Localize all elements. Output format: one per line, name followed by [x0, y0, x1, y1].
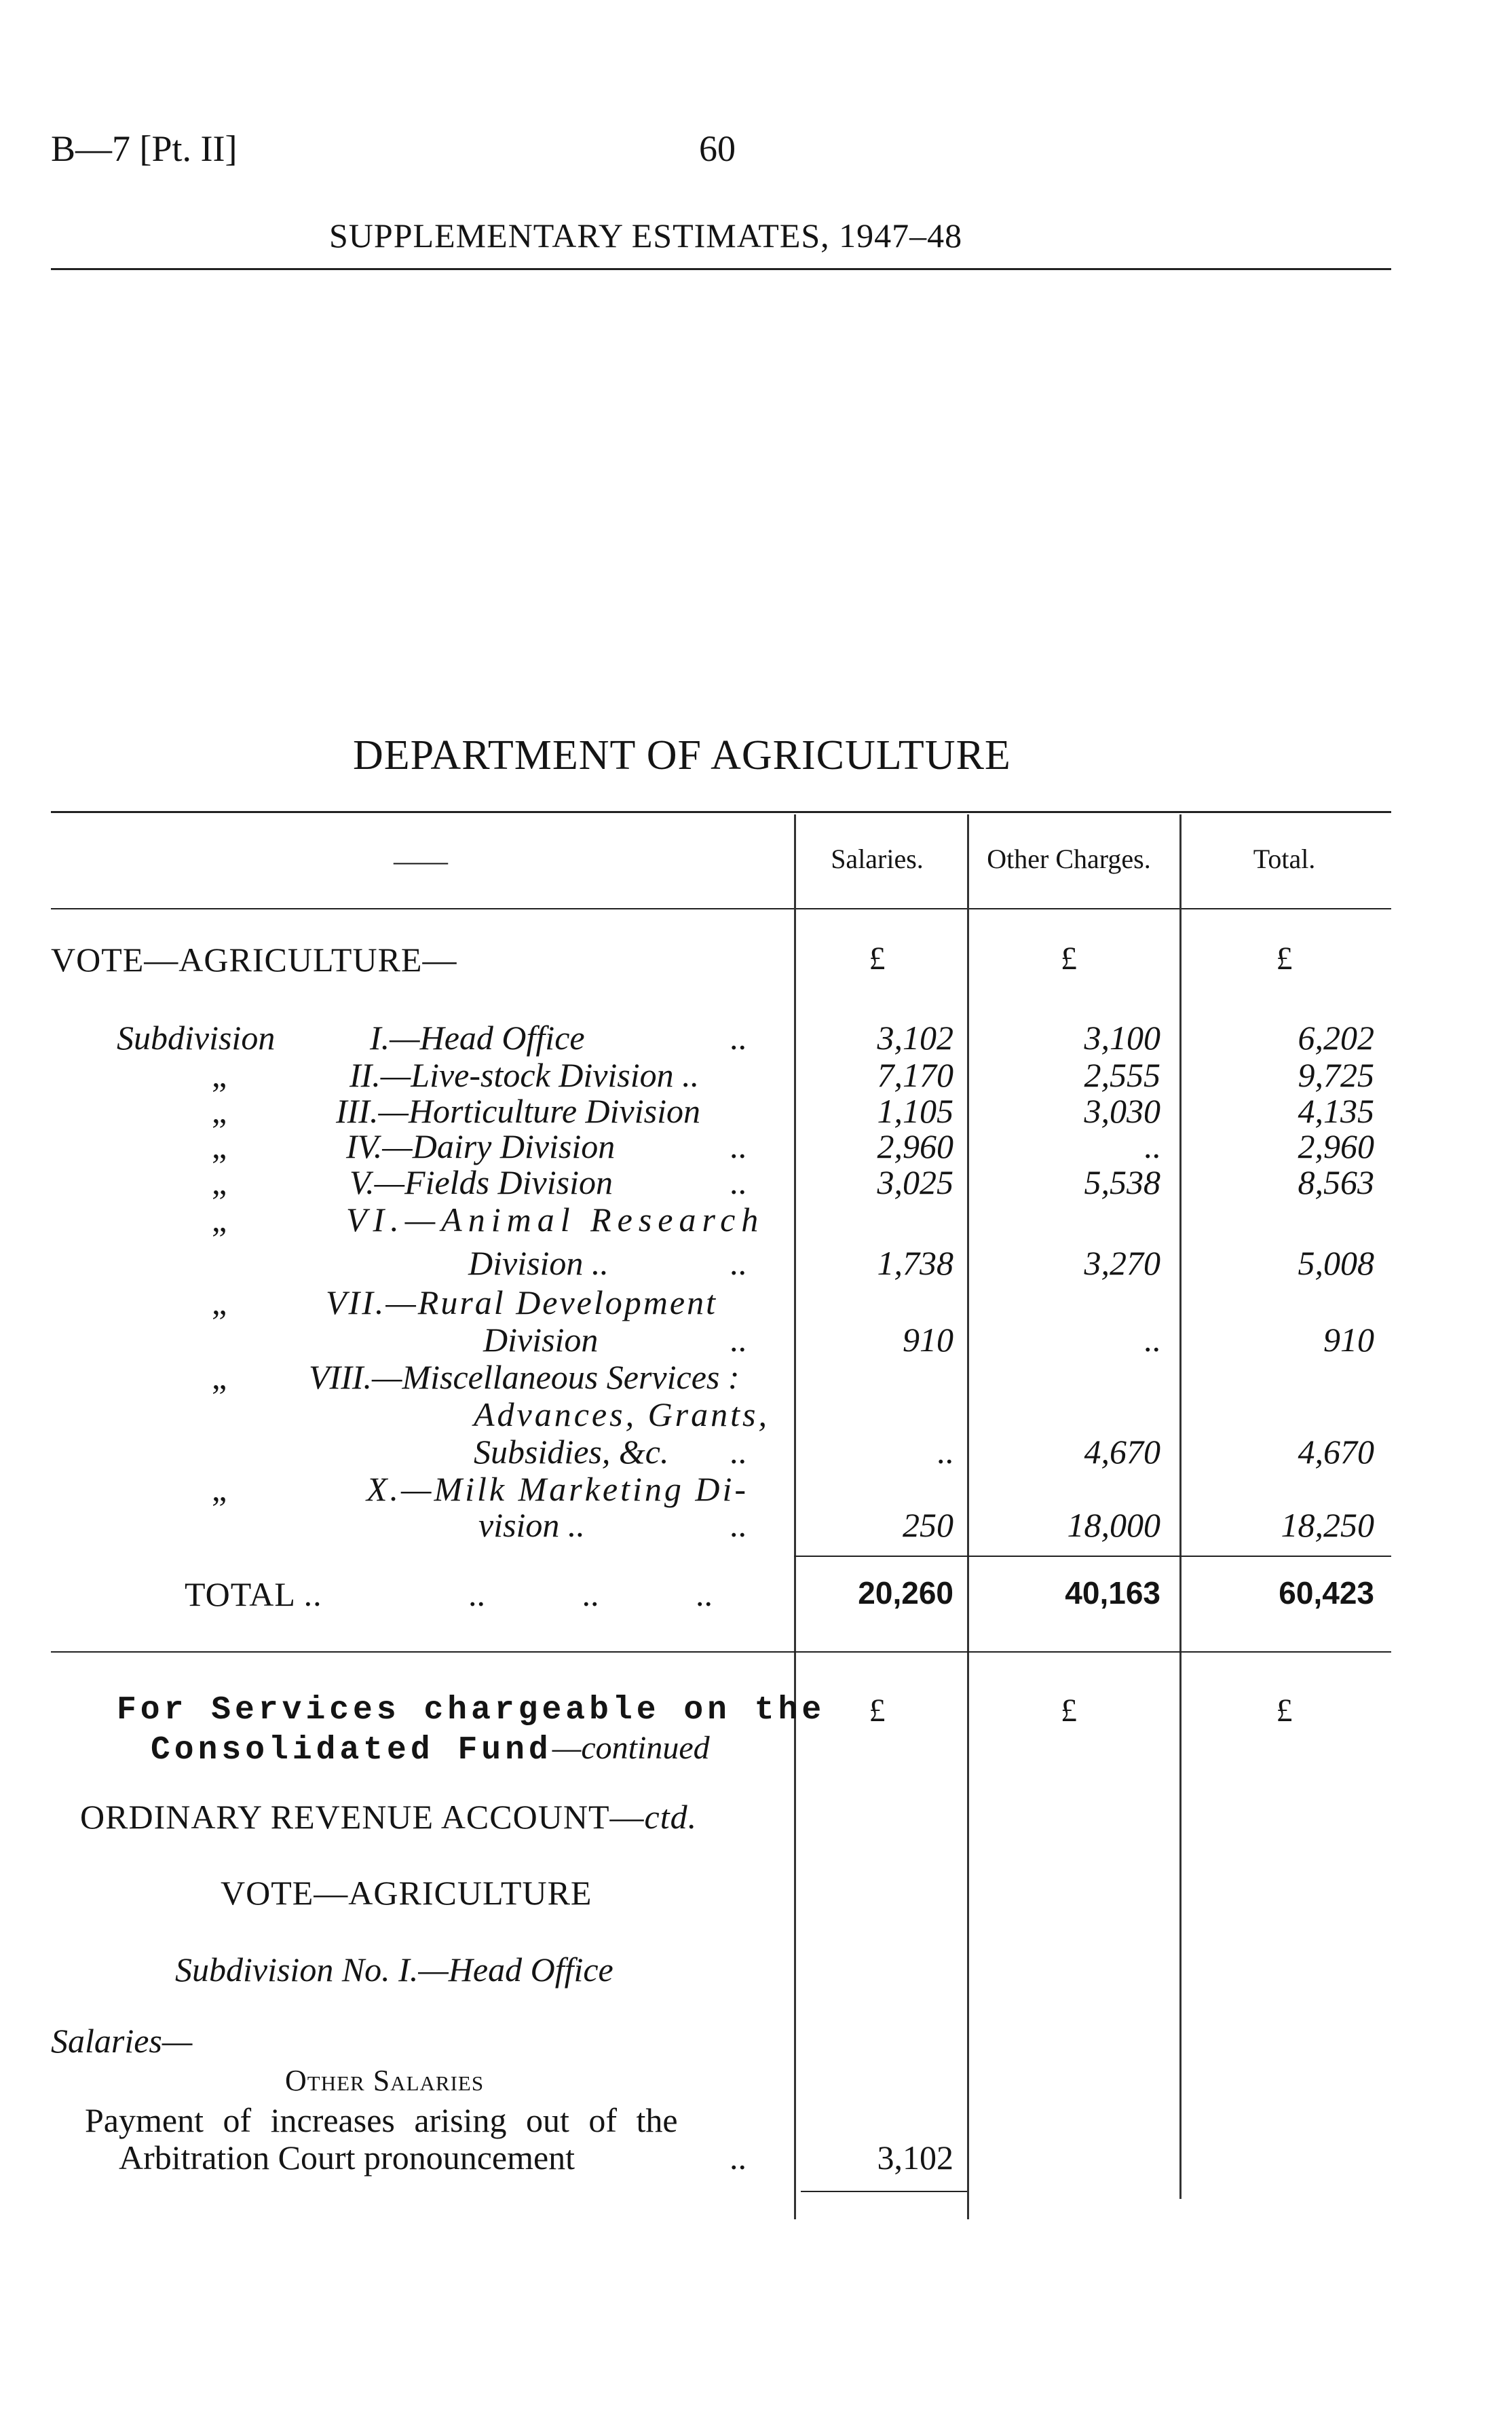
chargeable-heading-2	[151, 1729, 710, 1769]
row-label: „	[212, 1127, 227, 1165]
payment-dots: ..	[730, 2139, 746, 2177]
header-rule	[51, 268, 1391, 270]
row-dots: ..	[730, 1244, 746, 1282]
row-label: „	[212, 1358, 227, 1396]
consolidated-fund: Consolidated Fund	[151, 1732, 552, 1769]
row-salaries: 2,960	[877, 1127, 953, 1165]
currency-total: £	[1276, 941, 1293, 977]
row-salaries: 3,025	[877, 1163, 953, 1201]
account-heading	[80, 1797, 697, 1837]
currency-salaries: £	[869, 941, 886, 977]
row-dots: ..	[730, 1019, 746, 1057]
row-label: „	[212, 1056, 227, 1094]
row-subdivision-cont: vision ..	[478, 1506, 585, 1544]
table-bottom-rule	[51, 1651, 1391, 1653]
row-other: 3,270	[1084, 1244, 1160, 1282]
other-salaries-heading: Other Salaries	[285, 2064, 485, 2097]
row-label: „	[212, 1470, 227, 1508]
detail-divider-1	[794, 1656, 796, 2219]
row-subdivision: IV.—Dairy Division	[346, 1127, 616, 1165]
row-subdivision-cont: Division ..	[468, 1244, 609, 1282]
detail-currency-total: £	[1276, 1693, 1293, 1729]
row-total: 5,008	[1298, 1244, 1374, 1282]
stub-header: ——	[394, 846, 448, 876]
row-other: ..	[1144, 1321, 1160, 1359]
total-salaries: 20,260	[858, 1575, 953, 1611]
subdivision-heading: Subdivision No. I.—Head Office	[175, 1951, 613, 1989]
total-total: 60,423	[1279, 1575, 1374, 1611]
row-other: 5,538	[1084, 1163, 1160, 1201]
vote-heading: VOTE—AGRICULTURE—	[51, 941, 457, 979]
row-total: 2,960	[1298, 1127, 1374, 1165]
row-dots: ..	[730, 1321, 746, 1359]
row-label: „	[212, 1283, 227, 1321]
row-dots: ..	[730, 1506, 746, 1544]
detail-currency-other: £	[1061, 1693, 1077, 1729]
total-rule	[794, 1556, 1391, 1557]
row-other: ..	[1144, 1127, 1160, 1165]
row-subdivision: II.—Live-stock Division ..	[349, 1056, 700, 1094]
row-subdivision: VII.—Rural Development	[326, 1283, 717, 1321]
department-title: DEPARTMENT OF AGRICULTURE	[353, 732, 1011, 778]
row-subdivision: VI.—Animal Research	[346, 1201, 765, 1239]
row-subdivision: III.—Horticulture Division	[336, 1092, 700, 1130]
row-total: 4,135	[1298, 1092, 1374, 1130]
row-other: 3,030	[1084, 1092, 1160, 1130]
continued-label: —continued	[552, 1730, 710, 1766]
payment-amount: 3,102	[877, 2139, 953, 2177]
account-ctd: ctd.	[644, 1798, 698, 1836]
row-dots: ..	[730, 1433, 746, 1471]
row-subdivision-cont2: Subsidies, &c.	[474, 1433, 669, 1471]
account-name: ORDINARY REVENUE ACCOUNT—	[80, 1798, 645, 1836]
detail-divider-3	[1179, 1656, 1182, 2199]
row-salaries: 910	[903, 1321, 953, 1359]
row-salaries: 7,170	[877, 1056, 953, 1094]
row-other: 18,000	[1067, 1506, 1160, 1544]
row-label: „	[212, 1201, 227, 1239]
detail-divider-2	[967, 1656, 969, 2219]
row-subdivision: I.—Head Office	[370, 1019, 585, 1057]
table-header-rule	[51, 908, 1391, 909]
row-subdivision-cont: Advances, Grants,	[474, 1395, 770, 1433]
total-dots: .. .. ..	[468, 1575, 713, 1613]
table-top-rule	[51, 811, 1391, 813]
row-total: 6,202	[1298, 1019, 1374, 1057]
payment-line-2: Arbitration Court pronouncement	[119, 2139, 575, 2177]
row-total: 8,563	[1298, 1163, 1374, 1201]
running-title: SUPPLEMENTARY ESTIMATES, 1947–48	[329, 216, 963, 255]
row-subdivision: V.—Fields Division	[349, 1163, 613, 1201]
document-reference: B—7 [Pt. II]	[51, 128, 238, 169]
row-total: 18,250	[1281, 1506, 1374, 1544]
row-salaries: 250	[903, 1506, 953, 1544]
total-other: 40,163	[1065, 1575, 1160, 1611]
row-subdivision-cont: Division	[483, 1321, 599, 1359]
row-other: 4,670	[1084, 1433, 1160, 1471]
row-salaries: 1,738	[877, 1244, 953, 1282]
column-header-total: Total.	[1253, 844, 1316, 874]
page-number: 60	[699, 128, 736, 169]
row-label: „	[212, 1092, 227, 1130]
row-salaries: 1,105	[877, 1092, 953, 1130]
row-total: 4,670	[1298, 1433, 1374, 1471]
row-salaries: 3,102	[877, 1019, 953, 1057]
currency-other: £	[1061, 941, 1077, 977]
vote-subheading: VOTE—AGRICULTURE	[221, 1874, 592, 1912]
row-subdivision: VIII.—Miscellaneous Services :	[309, 1358, 740, 1396]
row-dots: ..	[730, 1163, 746, 1201]
row-other: 3,100	[1084, 1019, 1160, 1057]
row-dots: ..	[730, 1127, 746, 1165]
row-label: „	[212, 1163, 227, 1201]
row-subdivision: X.—Milk Marketing Di-	[366, 1470, 749, 1508]
payment-rule	[801, 2191, 967, 2192]
row-total: 9,725	[1298, 1056, 1374, 1094]
row-total: 910	[1323, 1321, 1374, 1359]
column-header-other-charges: Other Charges.	[987, 844, 1151, 874]
payment-line-1: Payment of increases arising out of the	[85, 2101, 678, 2139]
total-label: TOTAL ..	[185, 1575, 322, 1613]
row-label: Subdivision	[117, 1019, 276, 1057]
row-other: 2,555	[1084, 1056, 1160, 1094]
column-header-salaries: Salaries.	[831, 844, 924, 874]
salaries-heading: Salaries—	[51, 2022, 193, 2060]
row-salaries: ..	[937, 1433, 953, 1471]
chargeable-heading: For Services chargeable on the	[117, 1692, 826, 1729]
detail-currency-salaries: £	[869, 1693, 886, 1729]
